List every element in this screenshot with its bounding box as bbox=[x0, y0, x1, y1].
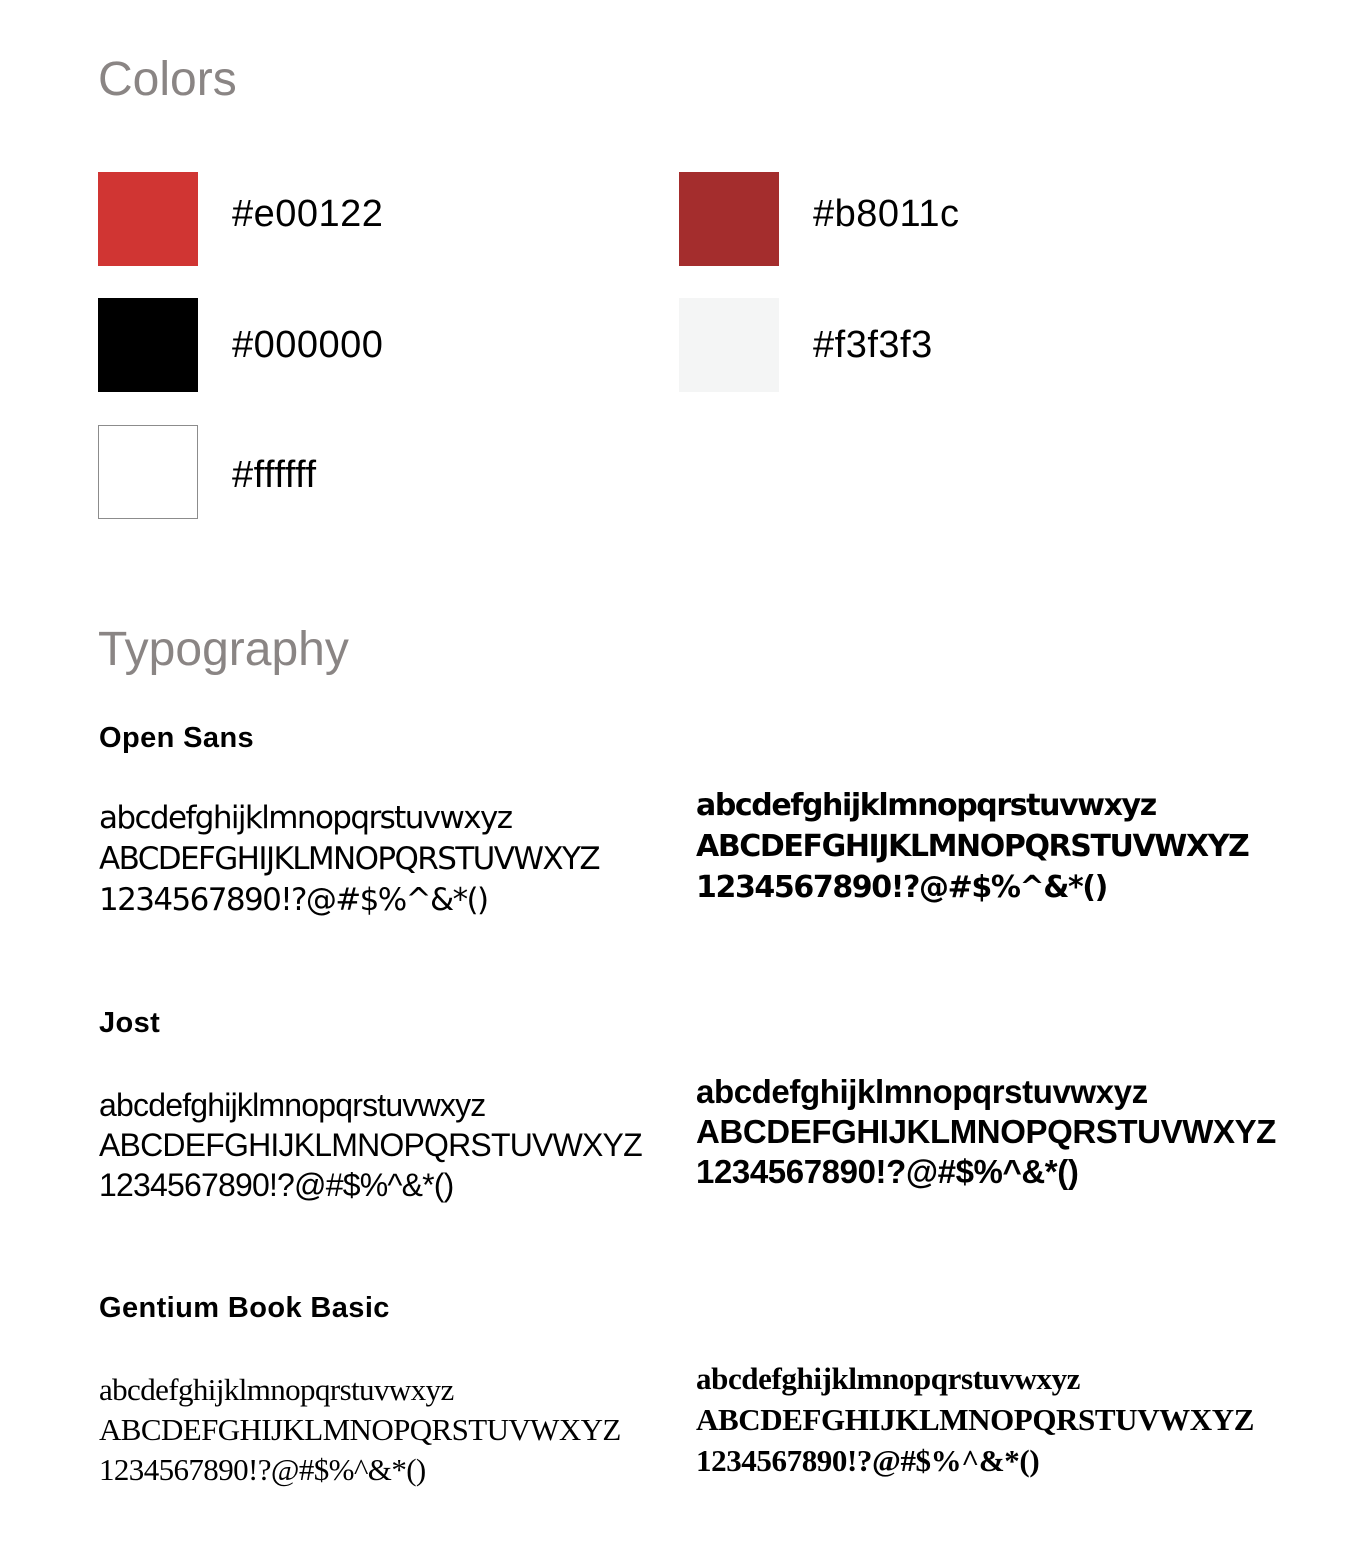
specimen-digits-symbols: 1234567890!?@#$%^&*() bbox=[99, 882, 488, 918]
specimen-digits-symbols: 1234567890!?@#$%^&*() bbox=[696, 1153, 1079, 1190]
specimen-lowercase: abcdefghijklmnopqrstuvwxyz bbox=[696, 1361, 1081, 1396]
color-swatch bbox=[679, 172, 779, 266]
specimen-uppercase: ABCDEFGHIJKLMNOPQRSTUVWXYZ bbox=[696, 1402, 1254, 1437]
color-swatch bbox=[98, 298, 198, 392]
specimen-gentium-regular bbox=[99, 1370, 621, 1490]
color-swatch bbox=[98, 172, 198, 266]
font-name-open-sans: Open Sans bbox=[99, 722, 255, 754]
color-hex-label: #000000 bbox=[232, 324, 384, 366]
specimen-jost-regular bbox=[99, 1085, 642, 1205]
font-name-jost: Jost bbox=[99, 1007, 161, 1039]
colors-heading: Colors bbox=[98, 53, 237, 106]
specimen-lowercase: abcdefghijklmnopqrstuvwxyz bbox=[99, 800, 512, 836]
color-hex-label: #e00122 bbox=[232, 193, 384, 235]
specimen-lowercase: abcdefghijklmnopqrstuvwxyz bbox=[696, 1073, 1148, 1110]
specimen-uppercase: ABCDEFGHIJKLMNOPQRSTUVWXYZ bbox=[696, 1113, 1276, 1150]
typography-heading: Typography bbox=[98, 623, 349, 676]
color-swatch bbox=[98, 425, 198, 519]
specimen-lowercase: abcdefghijklmnopqrstuvwxyz bbox=[696, 788, 1156, 823]
specimen-digits-symbols: 1234567890!?@#$%^&*() bbox=[696, 1443, 1040, 1478]
specimen-digits-symbols: 1234567890!?@#$%^&*() bbox=[99, 1167, 454, 1203]
color-hex-label: #b8011c bbox=[813, 193, 960, 235]
specimen-lowercase: abcdefghijklmnopqrstuvwxyz bbox=[99, 1372, 454, 1407]
color-swatch bbox=[679, 298, 779, 392]
specimen-digits-symbols: 1234567890!?@#$%^&*() bbox=[696, 870, 1107, 905]
specimen-open-sans-regular bbox=[99, 798, 599, 921]
font-name-gentium-book-basic: Gentium Book Basic bbox=[99, 1292, 390, 1324]
color-hex-label: #ffffff bbox=[232, 454, 317, 496]
color-hex-label: #f3f3f3 bbox=[813, 324, 933, 366]
specimen-digits-symbols: 1234567890!?@#$%^&*() bbox=[99, 1452, 426, 1487]
specimen-open-sans-bold bbox=[696, 785, 1248, 908]
specimen-uppercase: ABCDEFGHIJKLMNOPQRSTUVWXYZ bbox=[99, 1412, 621, 1447]
specimen-jost-bold bbox=[696, 1072, 1276, 1192]
specimen-uppercase: ABCDEFGHIJKLMNOPQRSTUVWXYZ bbox=[696, 829, 1249, 864]
specimen-uppercase: ABCDEFGHIJKLMNOPQRSTUVWXYZ bbox=[99, 1127, 642, 1163]
specimen-gentium-bold bbox=[696, 1358, 1254, 1481]
specimen-uppercase: ABCDEFGHIJKLMNOPQRSTUVWXYZ bbox=[99, 841, 600, 877]
specimen-lowercase: abcdefghijklmnopqrstuvwxyz bbox=[99, 1087, 486, 1123]
